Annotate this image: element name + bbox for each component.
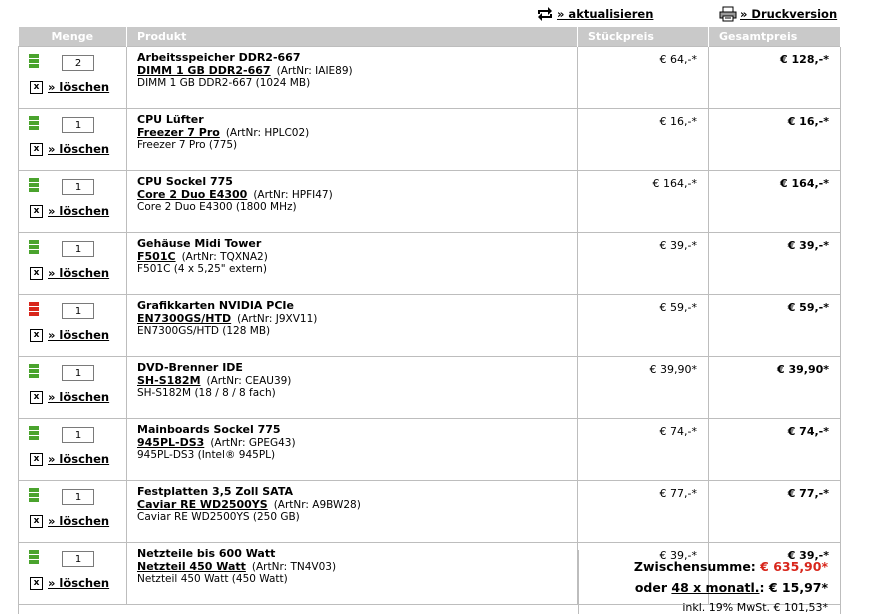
delete-checkbox-icon: x [30,143,43,156]
subtotal-label: Zwischensumme: [633,559,756,574]
refresh-label: » aktualisieren [557,7,654,21]
stock-indicator-icon [29,116,39,131]
cart-row [19,295,841,357]
delete-label: » löschen [48,142,110,156]
product-category: CPU Lüfter [137,113,204,126]
delete-label: » löschen [48,576,110,590]
total-price: € 39,90* [709,357,841,419]
cart-table [18,27,841,605]
total-price: € 39,-* [709,233,841,295]
quantity-input[interactable] [62,427,94,443]
delete-label: » löschen [48,390,110,404]
qty-cell [19,233,127,295]
total-price: € 16,-* [709,109,841,171]
total-price: € 164,-* [709,171,841,233]
subtotal-row [634,559,828,574]
total-price: € 39,-* [709,543,841,605]
product-artnr: (ArtNr: HPFI47) [253,188,333,201]
stock-indicator-icon [29,178,39,193]
qty-cell [19,481,127,543]
delete-label: » löschen [48,514,110,528]
product-cell [127,47,578,109]
qty-cell [19,109,127,171]
delete-checkbox-icon: x [30,329,43,342]
top-toolbar [0,0,879,26]
product-cell [127,171,578,233]
product-name-link[interactable]: Freezer 7 Pro [137,125,220,139]
cart-row [19,357,841,419]
cart-summary [578,550,841,614]
cart-header-row [19,27,841,47]
product-artnr: (ArtNr: TQXNA2) [181,250,268,263]
product-cell [127,357,578,419]
product-category: Netzteile bis 600 Watt [137,547,276,560]
summary-spacer [18,547,579,614]
product-category: Grafikkarten NVIDIA PCIe [137,299,294,312]
product-artnr: (ArtNr: HPLC02) [225,126,310,139]
product-category: Arbeitsspeicher DDR2-667 [137,51,301,64]
product-name-link[interactable]: SH-S182M [137,373,201,387]
print-link[interactable] [719,6,837,22]
unit-price: € 39,90* [578,357,709,419]
product-category: Gehäuse Midi Tower [137,237,262,250]
product-name-link[interactable]: 945PL-DS3 [137,435,205,449]
printer-icon [719,6,737,22]
delete-item-button[interactable] [30,204,109,218]
unit-price: € 16,-* [578,109,709,171]
quantity-input[interactable] [62,489,94,505]
unit-price: € 74,-* [578,419,709,481]
delete-label: » löschen [48,266,110,280]
product-description: SH-S182M (18 / 8 / 8 fach) [137,387,276,399]
total-price: € 74,-* [709,419,841,481]
quantity-input[interactable] [62,55,94,71]
product-artnr: (ArtNr: J9XV11) [237,312,318,325]
quantity-input[interactable] [62,117,94,133]
product-artnr: (ArtNr: CEAU39) [206,374,292,387]
unit-price: € 77,-* [578,481,709,543]
product-description: Core 2 Duo E4300 (1800 MHz) [137,201,297,213]
header-qty: Menge [19,27,127,47]
qty-cell [19,47,127,109]
monthly-value: € 15,97* [768,580,828,595]
print-label: » Druckversion [740,7,838,21]
refresh-link[interactable] [536,6,653,22]
total-price: € 77,-* [709,481,841,543]
product-category: DVD-Brenner IDE [137,361,243,374]
delete-item-button[interactable] [30,452,109,466]
monthly-prefix: oder [634,580,668,595]
product-description: 945PL-DS3 (Intel® 945PL) [137,449,276,461]
product-name-link[interactable]: Caviar RE WD2500YS [137,497,268,511]
quantity-input[interactable] [62,241,94,257]
total-price: € 128,-* [709,47,841,109]
product-artnr: (ArtNr: GPEG43) [210,436,296,449]
product-cell [127,295,578,357]
delete-label: » löschen [48,80,110,94]
product-category: Mainboards Sockel 775 [137,423,281,436]
product-cell [127,109,578,171]
product-description: Freezer 7 Pro (775) [137,139,238,151]
product-cell [127,419,578,481]
unit-price: € 39,-* [578,543,709,605]
header-product: Produkt [127,27,578,47]
product-description: Netzteil 450 Watt (450 Watt) [137,573,288,585]
product-description: EN7300GS/HTD (128 MB) [137,325,271,337]
product-category: CPU Sockel 775 [137,175,233,188]
quantity-input[interactable] [62,365,94,381]
delete-checkbox-icon: x [30,81,43,94]
delete-item-button[interactable] [30,328,109,342]
delete-item-button[interactable] [30,80,109,94]
product-cell [127,481,578,543]
product-artnr: (ArtNr: TN4V03) [251,560,337,573]
qty-cell [19,171,127,233]
cart-body [19,47,841,605]
cart-row [19,481,841,543]
delete-item-button[interactable] [30,514,109,528]
unit-price: € 64,-* [578,47,709,109]
qty-cell [19,295,127,357]
total-price: € 59,-* [709,295,841,357]
header-total-price: Gesamtpreis [709,27,841,47]
monthly-suffix: : [759,580,765,595]
product-description: F501C (4 x 5,25" extern) [137,263,267,275]
cart-row [19,47,841,109]
product-name-link[interactable]: EN7300GS/HTD [137,311,232,325]
delete-checkbox-icon: x [30,577,43,590]
monthly-row [635,580,828,595]
product-name-link[interactable]: Core 2 Duo E4300 [137,187,248,201]
delete-item-button[interactable] [30,390,109,404]
delete-checkbox-icon: x [30,391,43,404]
delete-checkbox-icon: x [30,515,43,528]
delete-checkbox-icon: x [30,453,43,466]
cart-row [19,171,841,233]
product-description: Caviar RE WD2500YS (250 GB) [137,511,300,523]
product-artnr: (ArtNr: A9BW28) [273,498,361,511]
qty-cell [19,357,127,419]
subtotal-value: € 635,90* [760,559,828,574]
delete-checkbox-icon: x [30,267,43,280]
stock-indicator-icon [29,364,39,379]
delete-label: » löschen [48,452,110,466]
unit-price: € 164,-* [578,171,709,233]
stock-indicator-icon [29,302,39,317]
tax-note: inkl. 19% MwSt. € 101,53* [682,601,828,614]
product-name-link[interactable]: F501C [137,249,176,263]
delete-label: » löschen [48,328,110,342]
unit-price: € 39,-* [578,233,709,295]
qty-cell [19,419,127,481]
quantity-input[interactable] [62,179,94,195]
financing-link[interactable]: 48 x monatl. [671,580,760,595]
delete-item-button[interactable] [30,266,109,280]
stock-indicator-icon [29,240,39,255]
product-description: DIMM 1 GB DDR2-667 (1024 MB) [137,77,311,89]
delete-label: » löschen [48,204,110,218]
refresh-icon [536,6,554,22]
cart-row [19,419,841,481]
cart-row [19,233,841,295]
header-unit-price: Stückpreis [578,27,709,47]
product-name-link[interactable]: DIMM 1 GB DDR2-667 [137,63,271,77]
product-artnr: (ArtNr: IAIE89) [276,64,353,77]
unit-price: € 59,-* [578,295,709,357]
cart-row [19,109,841,171]
delete-checkbox-icon: x [30,205,43,218]
delete-item-button[interactable] [30,142,109,156]
stock-indicator-icon [29,426,39,441]
product-name-link[interactable]: Netzteil 450 Watt [137,559,246,573]
quantity-input[interactable] [62,303,94,319]
product-category: Festplatten 3,5 Zoll SATA [137,485,294,498]
stock-indicator-icon [29,488,39,503]
stock-indicator-icon [29,54,39,69]
product-cell [127,233,578,295]
